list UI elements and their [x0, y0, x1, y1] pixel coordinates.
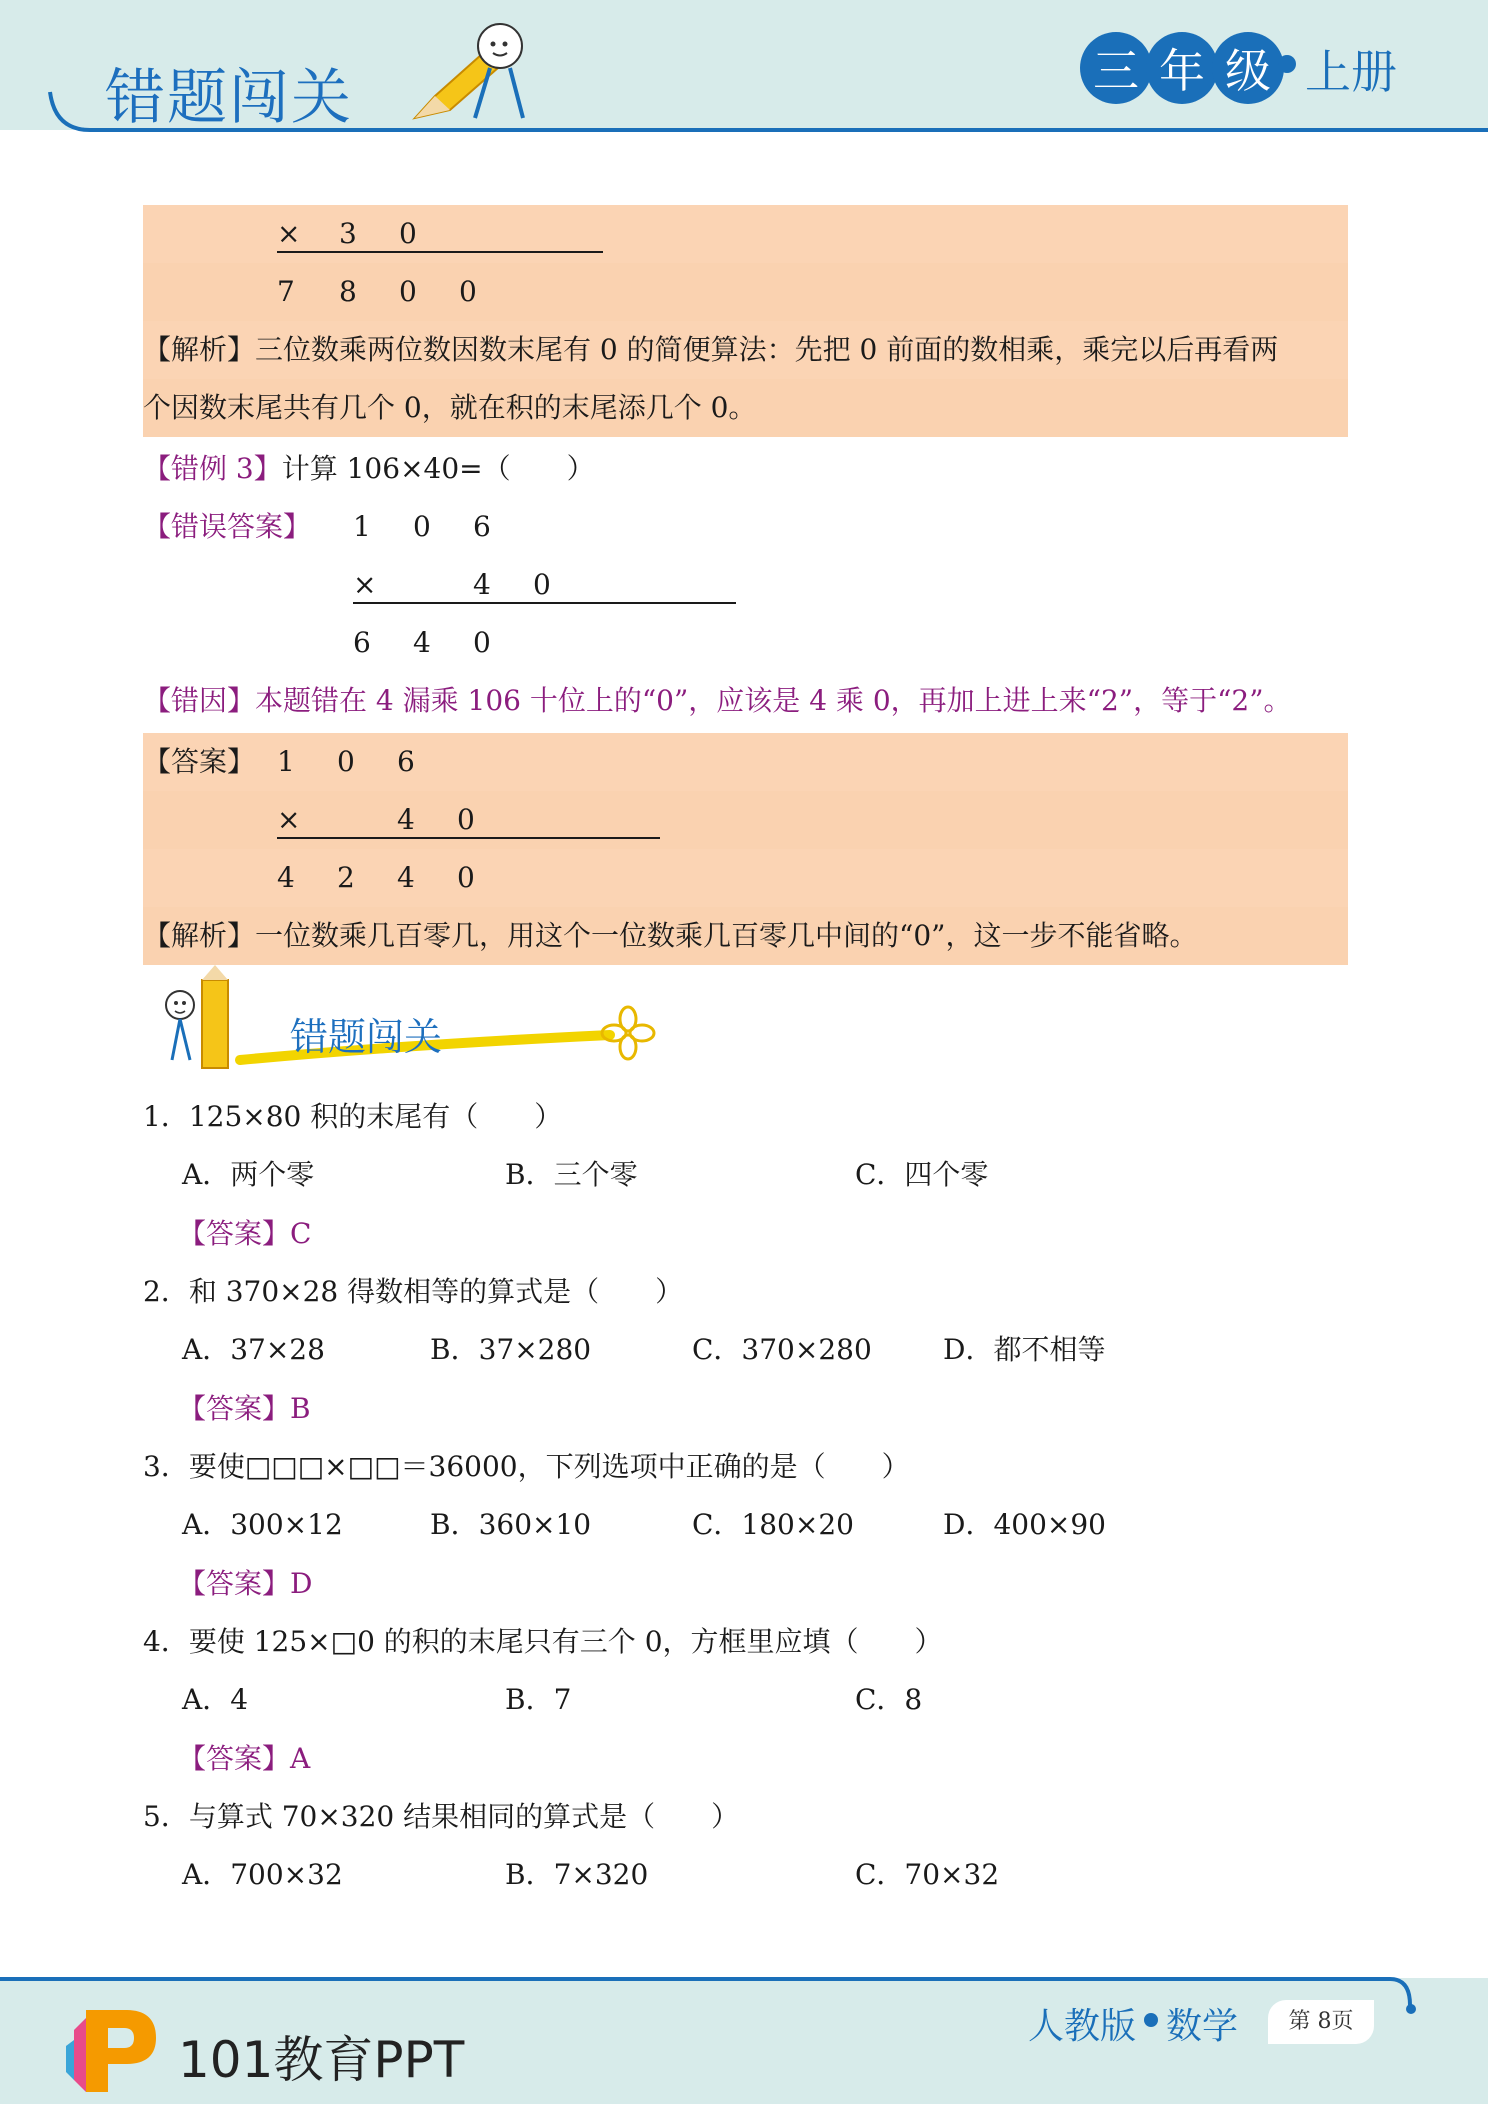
calc-digit: 7	[277, 275, 295, 308]
footer-swoosh	[0, 1965, 1488, 2025]
analysis-text: 【解析】一位数乘几百零几，用这个一位数乘几百零几中间的“0”，这一步不能省略。	[143, 907, 1348, 965]
question-option: B．7	[505, 1683, 572, 1716]
grade-badge	[1080, 32, 1278, 104]
calc-underline	[277, 837, 660, 839]
calc-digit: ×	[277, 803, 301, 836]
question-option: B．三个零	[505, 1158, 638, 1191]
wrong-answer-row3	[143, 614, 1348, 672]
calc-digit: ×	[277, 217, 301, 250]
analysis-text: 【解析】三位数乘两位数因数末尾有 0 的简便算法：先把 0 前面的数相乘，乘完以后再看两	[143, 321, 1348, 379]
answer-row3	[143, 849, 1348, 907]
brand-logo-icon	[66, 2000, 166, 2096]
calc-digit: 1	[277, 745, 295, 778]
question-option: B．7×320	[505, 1858, 649, 1891]
footer-dot-icon	[1144, 2013, 1158, 2027]
answer-row1	[143, 733, 1348, 791]
calc-digit: 3	[339, 217, 357, 250]
question-option: A．300×12	[182, 1508, 343, 1541]
error-cause: 【错因】本题错在 4 漏乘 106 十位上的“0”，应该是 4 乘 0，再加上进上来“2”，等于“2”。	[143, 684, 1292, 717]
calc-digit: 4	[413, 626, 431, 659]
answer-tag: 【答案】	[143, 745, 256, 778]
question-option: D．400×90	[943, 1508, 1106, 1541]
question-stem: 4．要使 125×□0 的积的末尾只有三个 0，方框里应填（ ）	[143, 1625, 943, 1658]
calc-digit: ×	[353, 568, 377, 601]
calc-digit: 0	[459, 275, 477, 308]
calc-row-result	[143, 263, 1348, 321]
question-option: C．四个零	[855, 1158, 989, 1191]
calc-digit: 4	[277, 861, 295, 894]
question-option: C．370×280	[692, 1333, 872, 1366]
example-tag: 【错例 3】	[143, 452, 282, 485]
calc-digit: 8	[339, 275, 357, 308]
calc-digit: 4	[397, 803, 415, 836]
question-option: B．360×10	[430, 1508, 592, 1541]
calc-digit: 0	[457, 803, 475, 836]
subject-label: 数学	[1166, 2006, 1239, 2047]
pencil-mascot-icon	[405, 18, 545, 123]
question-answer: 【答案】B	[178, 1392, 311, 1425]
wrong-answer-row1	[143, 498, 1348, 556]
page-number: 第 8页	[1268, 2000, 1374, 2044]
wrong-answer-tag: 【错误答案】	[143, 510, 312, 543]
calc-digit: 0	[413, 510, 431, 543]
question-answer: 【答案】A	[178, 1742, 311, 1775]
question-stem: 5．与算式 70×320 结果相同的算式是（ ）	[143, 1800, 740, 1833]
question-option: C．70×32	[855, 1858, 1000, 1891]
question-answer: 【答案】D	[178, 1567, 313, 1600]
grade-dot-icon	[1278, 55, 1296, 73]
question-stem: 3．要使□□□×□□＝36000，下列选项中正确的是（ ）	[143, 1450, 910, 1483]
example-text: 计算 106×40=（ ）	[281, 452, 595, 485]
question-option: A．37×28	[182, 1333, 325, 1366]
grade-char: 年	[1146, 32, 1218, 104]
example-3	[143, 440, 1348, 498]
calc-digit: 4	[473, 568, 491, 601]
question-option: A．4	[182, 1683, 249, 1716]
answer-row2	[143, 791, 1348, 849]
question-option: D．都不相等	[943, 1333, 1106, 1366]
calc-digit: 0	[399, 275, 417, 308]
question-option: B．37×280	[430, 1333, 592, 1366]
volume-label: 上册	[1305, 45, 1397, 99]
calc-digit: 6	[473, 510, 491, 543]
grade-char: 三	[1080, 32, 1152, 104]
calc-underline	[277, 251, 603, 253]
calc-digit: 0	[399, 217, 417, 250]
question-stem: 2．和 370×28 得数相等的算式是（ ）	[143, 1275, 684, 1308]
calc-digit: 0	[473, 626, 491, 659]
calc-digit: 0	[457, 861, 475, 894]
calc-digit: 2	[337, 861, 355, 894]
calc-digit: 0	[533, 568, 551, 601]
question-option: C．180×20	[692, 1508, 854, 1541]
question-option: A．700×32	[182, 1858, 343, 1891]
question-option: A．两个零	[182, 1158, 315, 1191]
edition-label: 人教版	[1028, 2006, 1137, 2047]
brand-name: 101教育PPT	[178, 2031, 465, 2089]
question-stem: 1．125×80 积的末尾有（ ）	[143, 1100, 563, 1133]
question-answer: 【答案】C	[178, 1217, 312, 1250]
header-title: 错题闯关	[105, 63, 353, 133]
calc-digit: 1	[353, 510, 371, 543]
calc-digit: 6	[397, 745, 415, 778]
grade-char: 级	[1212, 32, 1284, 104]
calc-digit: 6	[353, 626, 371, 659]
analysis-text: 个因数末尾共有几个 0，就在积的末尾添几个 0。	[143, 379, 1348, 437]
calc-underline	[353, 602, 736, 604]
wrong-answer-row2	[143, 556, 1348, 614]
calc-digit: 4	[397, 861, 415, 894]
calc-row-multiplier	[143, 205, 1348, 263]
calc-digit: 0	[337, 745, 355, 778]
question-option: C．8	[855, 1683, 923, 1716]
section-title: 错题闯关	[290, 1015, 443, 1059]
